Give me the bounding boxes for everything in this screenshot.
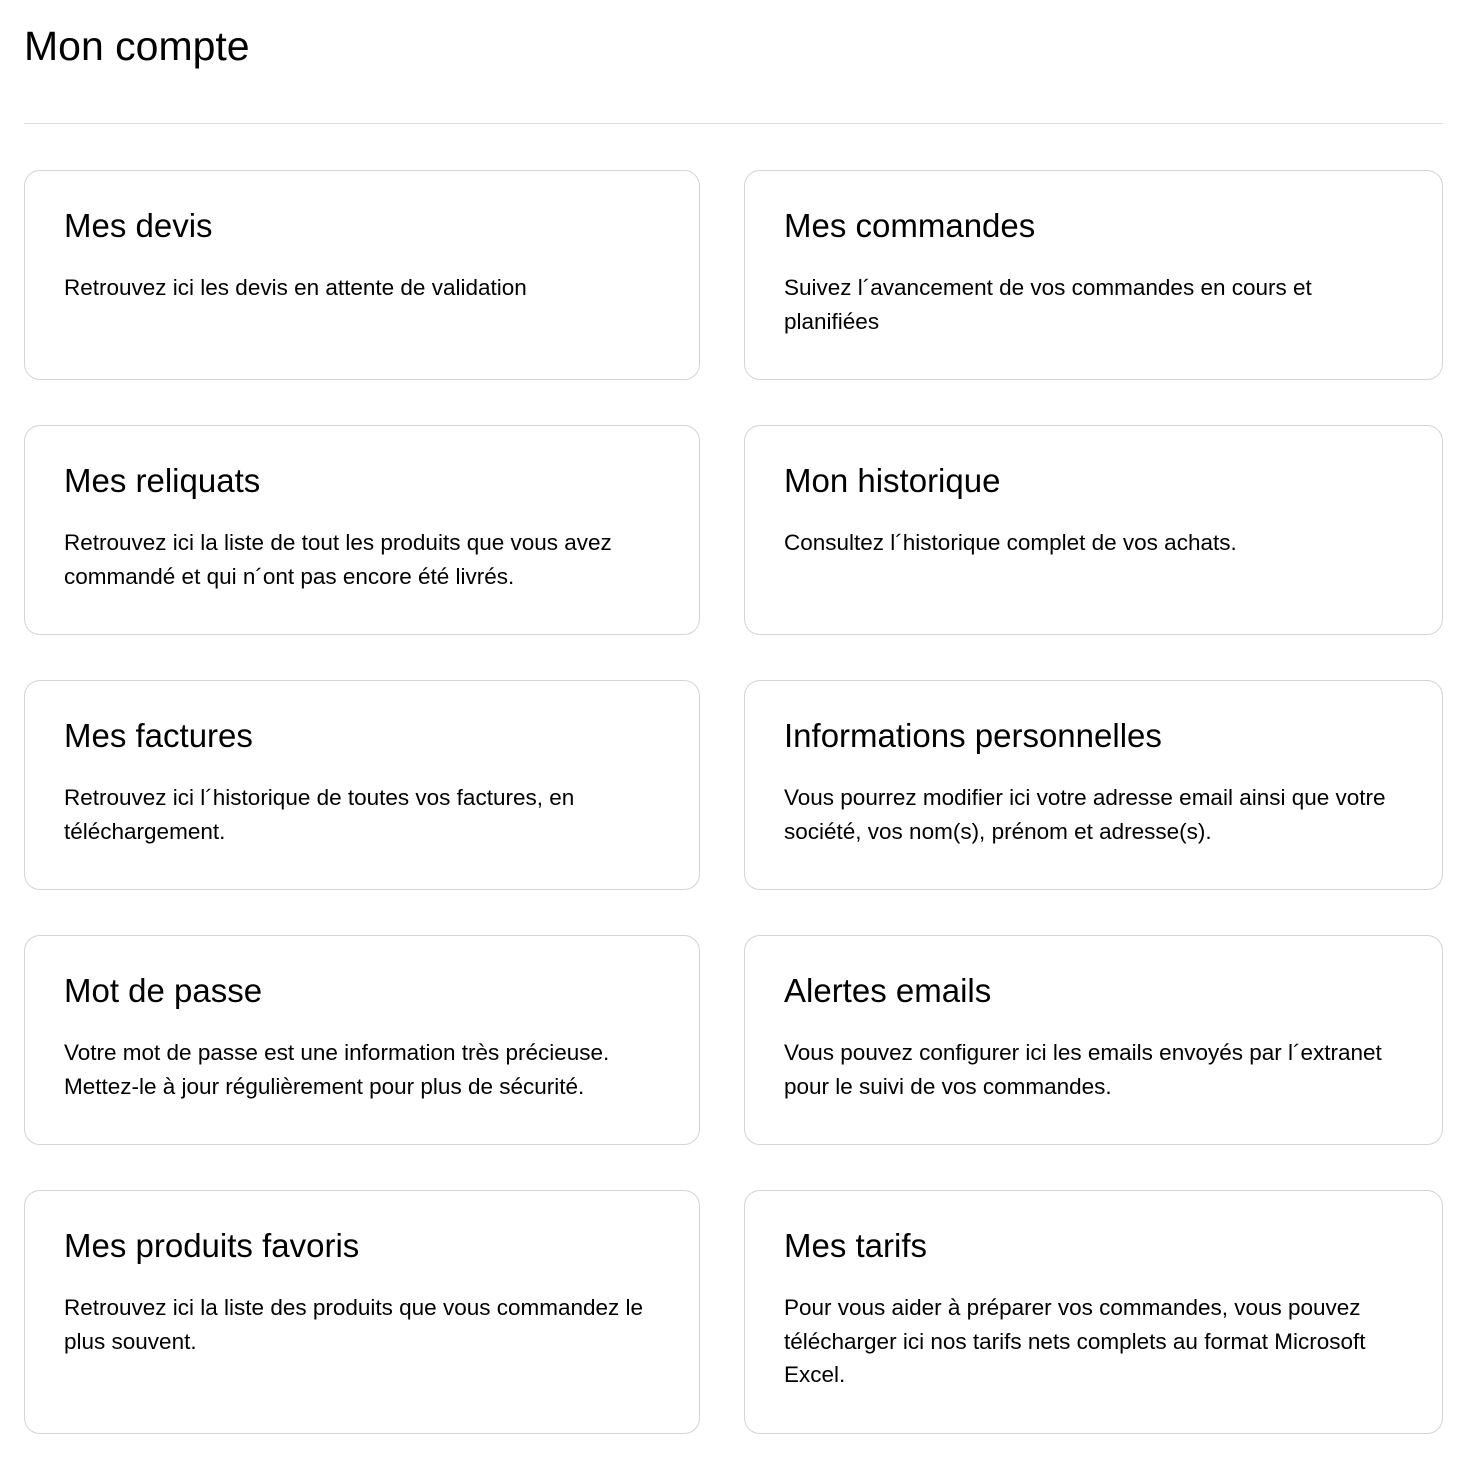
card-informations-personnelles[interactable] [744, 680, 1443, 890]
card-description: Retrouvez ici la liste des produits que vous commandez le plus souvent. [64, 1295, 644, 1354]
card-title: Mot de passe [64, 972, 263, 1009]
card-description: Retrouvez ici les devis en attente de validation [64, 275, 527, 300]
card-description: Votre mot de passe est une information très précieuse. Mettez-le à jour régulièrement pour plus de sécurité. [64, 1040, 610, 1099]
card-title: Mes reliquats [64, 462, 261, 499]
card-mes-reliquats[interactable] [24, 425, 700, 635]
card-title: Alertes emails [784, 972, 992, 1009]
card-title: Mon historique [784, 462, 1001, 499]
card-alertes-emails[interactable] [744, 935, 1443, 1145]
card-mes-commandes[interactable] [744, 170, 1443, 380]
card-title: Informations personnelles [784, 717, 1162, 754]
card-description: Suivez l´avancement de vos commandes en cours et planifiées [784, 275, 1312, 334]
card-description: Vous pourrez modifier ici votre adresse email ainsi que votre société, vos nom(s), prénom et adresse(s). [784, 785, 1386, 844]
card-mes-tarifs[interactable] [744, 1190, 1443, 1434]
card-description: Retrouvez ici la liste de tout les produits que vous avez commandé et qui n´ont pas encore été livrés. [64, 530, 612, 589]
card-description: Pour vous aider à préparer vos commandes, vous pouvez télécharger ici nos tarifs nets complets au format Microsoft Excel. [784, 1295, 1366, 1387]
card-title: Mes produits favoris [64, 1227, 360, 1264]
card-mes-devis[interactable] [24, 170, 700, 380]
title-divider [24, 123, 1443, 124]
card-description: Retrouvez ici l´historique de toutes vos factures, en téléchargement. [64, 785, 575, 844]
card-title: Mes factures [64, 717, 253, 754]
card-title: Mes commandes [784, 207, 1036, 244]
card-mon-historique[interactable] [744, 425, 1443, 635]
account-cards-grid [24, 170, 1443, 1479]
card-description: Consultez l´historique complet de vos achats. [784, 530, 1237, 555]
card-description: Vous pouvez configurer ici les emails envoyés par l´extranet pour le suivi de vos commandes. [784, 1040, 1382, 1099]
card-mes-factures[interactable] [24, 680, 700, 890]
card-mes-produits-favoris[interactable] [24, 1190, 700, 1434]
page-title: Mon compte [24, 23, 250, 69]
card-title: Mes tarifs [784, 1227, 928, 1264]
card-title: Mes devis [64, 207, 213, 244]
card-mot-de-passe[interactable] [24, 935, 700, 1145]
